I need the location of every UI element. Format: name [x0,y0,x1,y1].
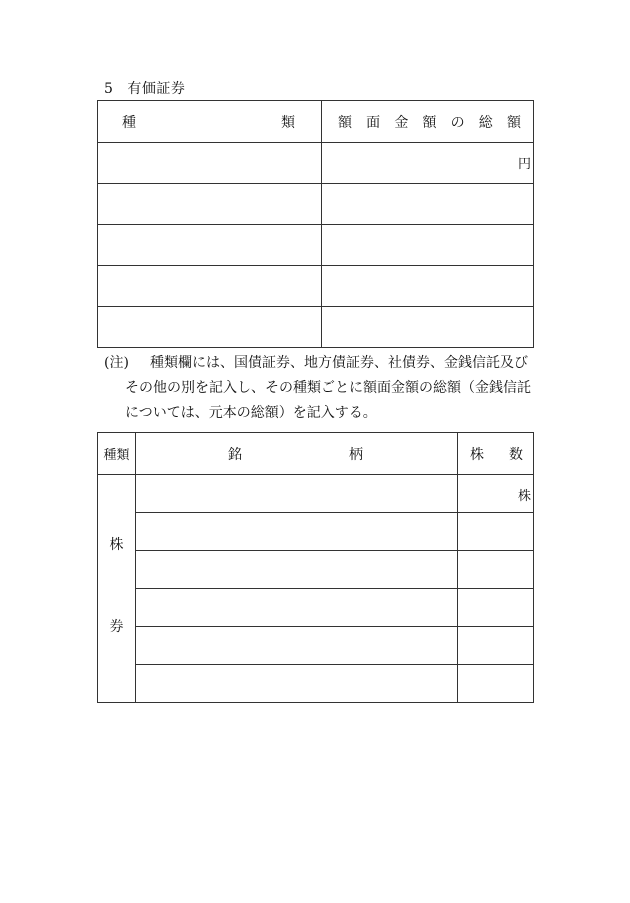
table-row [98,143,534,184]
brand-input-cell[interactable] [136,589,458,627]
shares-input-cell[interactable] [458,627,534,665]
amount-input-cell[interactable] [322,225,534,266]
shares-input-cell[interactable] [458,589,534,627]
section-title: 有価証券 [127,81,186,97]
securities-table [97,100,534,348]
note-line-1: 種類欄には、国債証券、地方債証券、社債券、金銭信託及び [150,355,528,371]
stock-kind-cell [98,475,136,703]
section-number: 5 [104,81,114,97]
kind-input-cell[interactable] [98,307,322,348]
table-row [98,589,534,627]
table-row [98,307,534,348]
brand-input-cell[interactable] [136,665,458,703]
amount-input-cell[interactable] [322,184,534,225]
shares-input-cell[interactable] [458,665,534,703]
shares-input-cell[interactable] [458,551,534,589]
note-line-2: その他の別を記入し、その種類ごとに額面金額の総額（金銭信託 [125,380,531,396]
amount-input-cell[interactable] [322,266,534,307]
stock-table [97,432,534,703]
brand-input-cell[interactable] [136,551,458,589]
note-tag: (注) [104,355,129,371]
table-row [98,266,534,307]
table-row [98,551,534,589]
yen-unit-label: 円 [517,157,531,172]
amount-input-cell[interactable] [322,307,534,348]
stock-kind-char-2: 券 [109,618,124,635]
type-column-header: 種類 [98,433,136,475]
face-amount-column-header: 額 面 金 額 の 総 額 [322,101,534,143]
shares-column-header: 株 数 [458,433,534,475]
stock-kind-char-1: 株 [109,536,124,553]
brand-column-header: 銘 柄 [136,433,458,475]
table-row [98,627,534,665]
amount-input-cell[interactable] [322,143,534,184]
table-header-row [98,101,534,143]
kind-input-cell[interactable] [98,225,322,266]
brand-input-cell[interactable] [136,475,458,513]
kind-column-header: 種 類 [98,101,322,143]
brand-input-cell[interactable] [136,513,458,551]
brand-input-cell[interactable] [136,627,458,665]
kind-input-cell[interactable] [98,266,322,307]
shares-unit-label: 株 [517,489,531,504]
table-row [98,225,534,266]
table-row [98,665,534,703]
table-row [98,513,534,551]
section-heading [104,78,185,98]
table-row [98,184,534,225]
table-row [98,475,534,513]
table-header-row [98,433,534,475]
note-line-3: については、元本の総額）を記入する。 [125,405,377,421]
kind-input-cell[interactable] [98,184,322,225]
shares-input-cell[interactable] [458,475,534,513]
kind-input-cell[interactable] [98,143,322,184]
shares-input-cell[interactable] [458,513,534,551]
note-block [104,351,536,426]
